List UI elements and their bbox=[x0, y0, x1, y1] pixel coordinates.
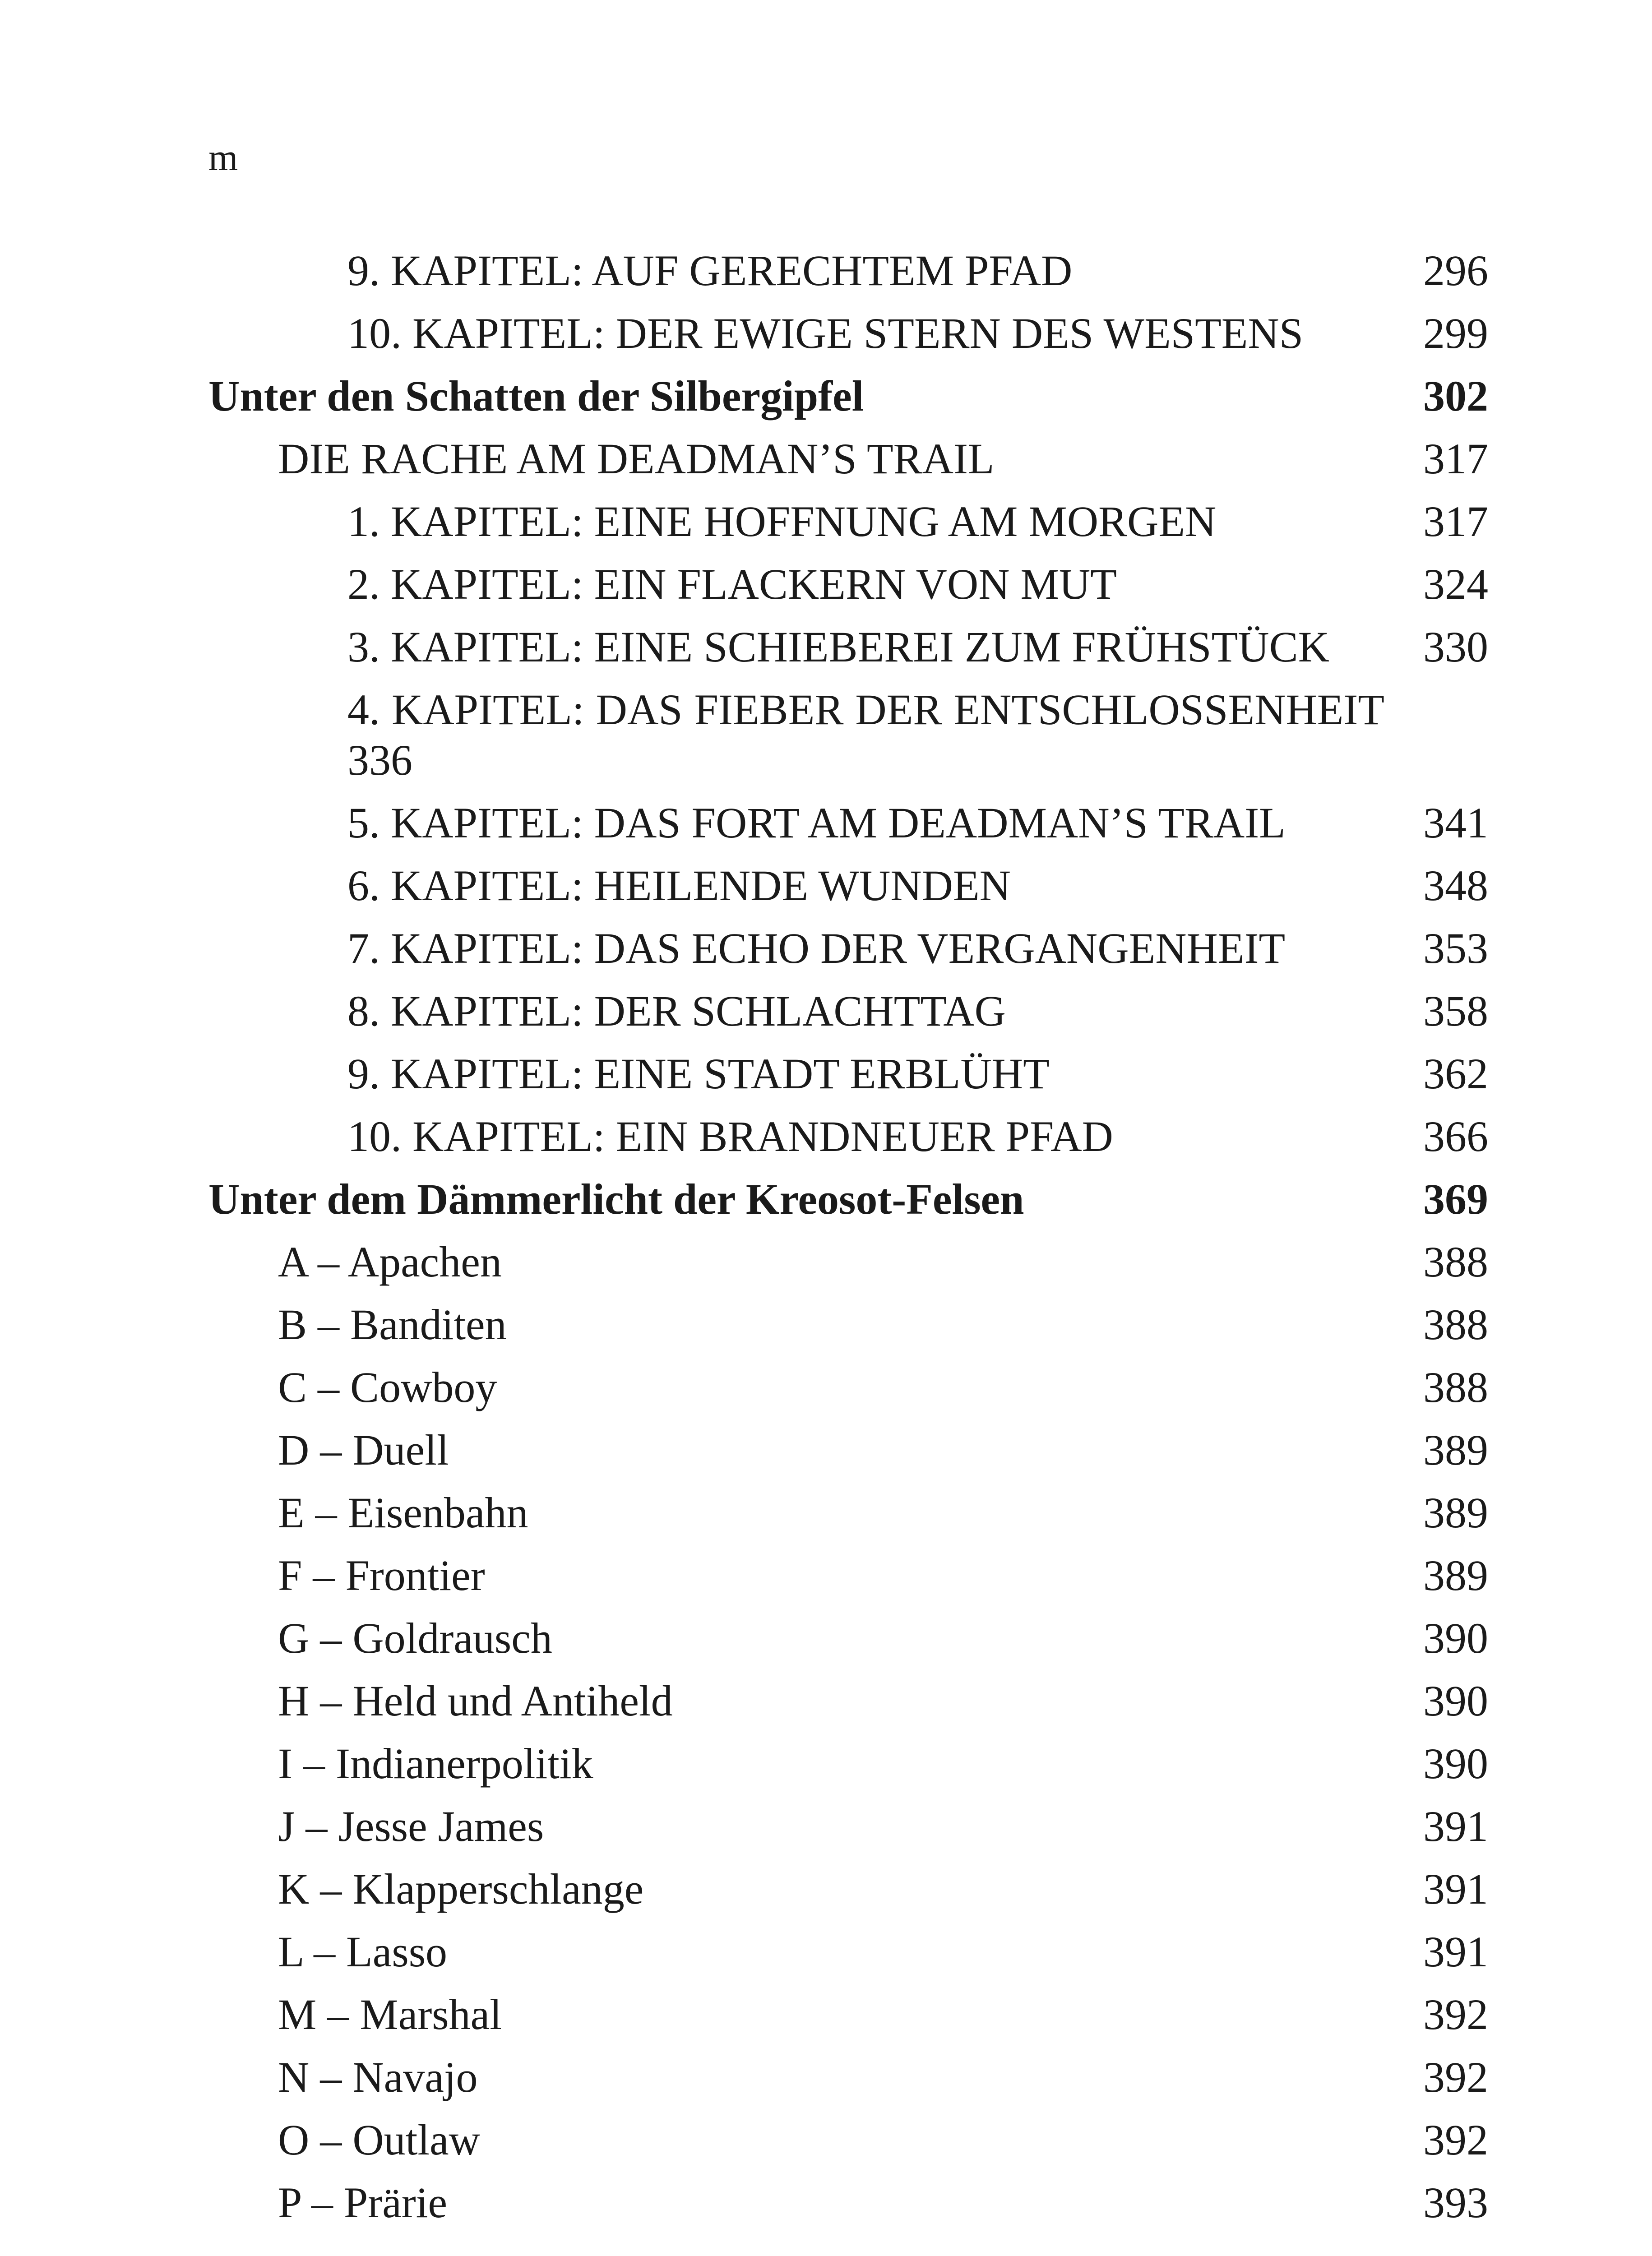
toc-entry-page: 348 bbox=[1423, 861, 1488, 910]
toc-entry-page: 317 bbox=[1423, 497, 1488, 546]
toc-entry-glossary[interactable] bbox=[208, 1669, 1488, 1732]
toc-entry-page: 392 bbox=[1423, 1990, 1488, 2039]
toc-entry-glossary[interactable] bbox=[208, 1858, 1488, 1920]
toc-entry-chapter[interactable] bbox=[208, 1105, 1488, 1168]
toc-entry-page: 369 bbox=[1423, 1175, 1488, 1223]
toc-entry-glossary[interactable] bbox=[208, 1230, 1488, 1293]
toc-entry-title: 7. KAPITEL: DAS ECHO DER VERGANGENHEIT bbox=[347, 924, 1286, 972]
toc-entry-title: 1. KAPITEL: EINE HOFFNUNG AM MORGEN bbox=[347, 497, 1217, 546]
toc-entry-title: N – Navajo bbox=[278, 2053, 478, 2101]
toc-entry-story[interactable] bbox=[208, 427, 1488, 490]
toc-entry-page: 391 bbox=[1423, 1802, 1488, 1850]
toc-entry-title: J – Jesse James bbox=[278, 1802, 544, 1850]
toc-entry-page: 390 bbox=[1423, 1677, 1488, 1725]
toc-entry-title: F – Frontier bbox=[278, 1551, 485, 1600]
toc-entry-title: K – Klapperschlange bbox=[278, 1865, 644, 1913]
toc-entry-page: 296 bbox=[1423, 246, 1488, 295]
toc-entry-glossary[interactable] bbox=[208, 2108, 1488, 2171]
toc-entry-page: 390 bbox=[1423, 1739, 1488, 1788]
toc-entry-chapter[interactable] bbox=[208, 615, 1488, 678]
toc-entry-title: H – Held und Antiheld bbox=[278, 1677, 673, 1725]
toc-entry-title: 5. KAPITEL: DAS FORT AM DEADMAN’S TRAIL bbox=[347, 799, 1286, 847]
toc-entry-chapter[interactable] bbox=[208, 1042, 1488, 1105]
toc-entry-title: O – Outlaw bbox=[278, 2116, 480, 2164]
toc-entry-page: 341 bbox=[1423, 799, 1488, 847]
toc-entry-part[interactable] bbox=[208, 365, 1488, 427]
toc-entry-glossary[interactable] bbox=[208, 1293, 1488, 1356]
toc-entry-title: 6. KAPITEL: HEILENDE WUNDEN bbox=[347, 861, 1011, 910]
toc-entry-page: 390 bbox=[1423, 1614, 1488, 1662]
toc-entry-page: 393 bbox=[1423, 2178, 1488, 2227]
toc-entry-title: G – Goldrausch bbox=[278, 1614, 552, 1662]
toc-entry-chapter[interactable] bbox=[208, 302, 1488, 365]
toc-entry-title: 9. KAPITEL: EINE STADT ERBLÜHT bbox=[347, 1049, 1050, 1098]
toc-entry-page: 389 bbox=[1423, 1489, 1488, 1537]
toc-entry-glossary[interactable] bbox=[208, 1732, 1488, 1795]
toc-entry-title: 8. KAPITEL: DER SCHLACHTTAG bbox=[347, 987, 1006, 1035]
toc-entry-page: 389 bbox=[1423, 1551, 1488, 1600]
toc-entry-title: Unter dem Dämmerlicht der Kreosot-Felsen bbox=[208, 1175, 1024, 1223]
toc-entry-page: 353 bbox=[1423, 924, 1488, 972]
toc-entry-chapter[interactable] bbox=[208, 553, 1488, 615]
toc-entry-glossary[interactable] bbox=[208, 1795, 1488, 1858]
toc-entry-page: 336 bbox=[347, 736, 412, 784]
toc-entry-title: B – Banditen bbox=[278, 1300, 507, 1349]
table-of-contents bbox=[208, 239, 1488, 2234]
toc-entry-page: 388 bbox=[1423, 1238, 1488, 1286]
toc-entry-page: 392 bbox=[1423, 2053, 1488, 2101]
toc-entry-page: 388 bbox=[1423, 1300, 1488, 1349]
toc-entry-page: 358 bbox=[1423, 987, 1488, 1035]
toc-entry-page: 317 bbox=[1423, 435, 1488, 483]
toc-entry-chapter[interactable] bbox=[208, 980, 1488, 1042]
running-header-mark: m bbox=[208, 137, 238, 179]
toc-entry-title: L – Lasso bbox=[278, 1928, 448, 1976]
toc-entry-glossary[interactable] bbox=[208, 1419, 1488, 1481]
toc-entry-title: M – Marshal bbox=[278, 1990, 502, 2039]
toc-entry-title: 4. KAPITEL: DAS FIEBER DER ENTSCHLOSSENHEIT bbox=[347, 685, 1385, 734]
toc-entry-page: 366 bbox=[1423, 1112, 1488, 1160]
toc-entry-glossary[interactable] bbox=[208, 1983, 1488, 2046]
toc-entry-page: 392 bbox=[1423, 2116, 1488, 2164]
toc-entry-page: 362 bbox=[1423, 1049, 1488, 1098]
toc-entry-title: 10. KAPITEL: DER EWIGE STERN DES WESTENS bbox=[347, 309, 1304, 357]
toc-entry-chapter[interactable] bbox=[208, 678, 1488, 791]
toc-entry-chapter[interactable] bbox=[208, 239, 1488, 302]
toc-entry-title: C – Cowboy bbox=[278, 1363, 497, 1411]
toc-entry-glossary[interactable] bbox=[208, 1481, 1488, 1544]
toc-entry-title: 2. KAPITEL: EIN FLACKERN VON MUT bbox=[347, 560, 1117, 608]
toc-entry-page: 330 bbox=[1423, 623, 1488, 671]
toc-entry-chapter[interactable] bbox=[208, 917, 1488, 980]
toc-entry-glossary[interactable] bbox=[208, 2171, 1488, 2234]
toc-entry-chapter[interactable] bbox=[208, 490, 1488, 553]
toc-entry-glossary[interactable] bbox=[208, 1544, 1488, 1607]
toc-entry-title: 9. KAPITEL: AUF GERECHTEM PFAD bbox=[347, 246, 1073, 295]
toc-entry-title: Unter den Schatten der Silbergipfel bbox=[208, 372, 864, 420]
toc-entry-title: D – Duell bbox=[278, 1426, 449, 1474]
toc-entry-title: 10. KAPITEL: EIN BRANDNEUER PFAD bbox=[347, 1112, 1113, 1160]
toc-entry-chapter[interactable] bbox=[208, 791, 1488, 854]
toc-entry-title: 3. KAPITEL: EINE SCHIEBEREI ZUM FRÜHSTÜCK bbox=[347, 623, 1329, 671]
toc-entry-page: 391 bbox=[1423, 1865, 1488, 1913]
toc-entry-glossary[interactable] bbox=[208, 1607, 1488, 1669]
toc-entry-title: E – Eisenbahn bbox=[278, 1489, 528, 1537]
toc-entry-title: P – Prärie bbox=[278, 2178, 448, 2227]
toc-entry-title: DIE RACHE AM DEADMAN’S TRAIL bbox=[278, 435, 995, 483]
toc-entry-chapter[interactable] bbox=[208, 854, 1488, 917]
toc-entry-page: 391 bbox=[1423, 1928, 1488, 1976]
toc-entry-page: 299 bbox=[1423, 309, 1488, 357]
toc-entry-title: I – Indianerpolitik bbox=[278, 1739, 593, 1788]
toc-entry-page: 389 bbox=[1423, 1426, 1488, 1474]
toc-entry-glossary[interactable] bbox=[208, 1920, 1488, 1983]
toc-entry-glossary[interactable] bbox=[208, 2046, 1488, 2108]
toc-entry-glossary[interactable] bbox=[208, 1356, 1488, 1419]
toc-entry-title: A – Apachen bbox=[278, 1238, 502, 1286]
toc-entry-part[interactable] bbox=[208, 1168, 1488, 1230]
toc-entry-page: 302 bbox=[1423, 372, 1488, 420]
toc-entry-page: 324 bbox=[1423, 560, 1488, 608]
toc-entry-page: 388 bbox=[1423, 1363, 1488, 1411]
